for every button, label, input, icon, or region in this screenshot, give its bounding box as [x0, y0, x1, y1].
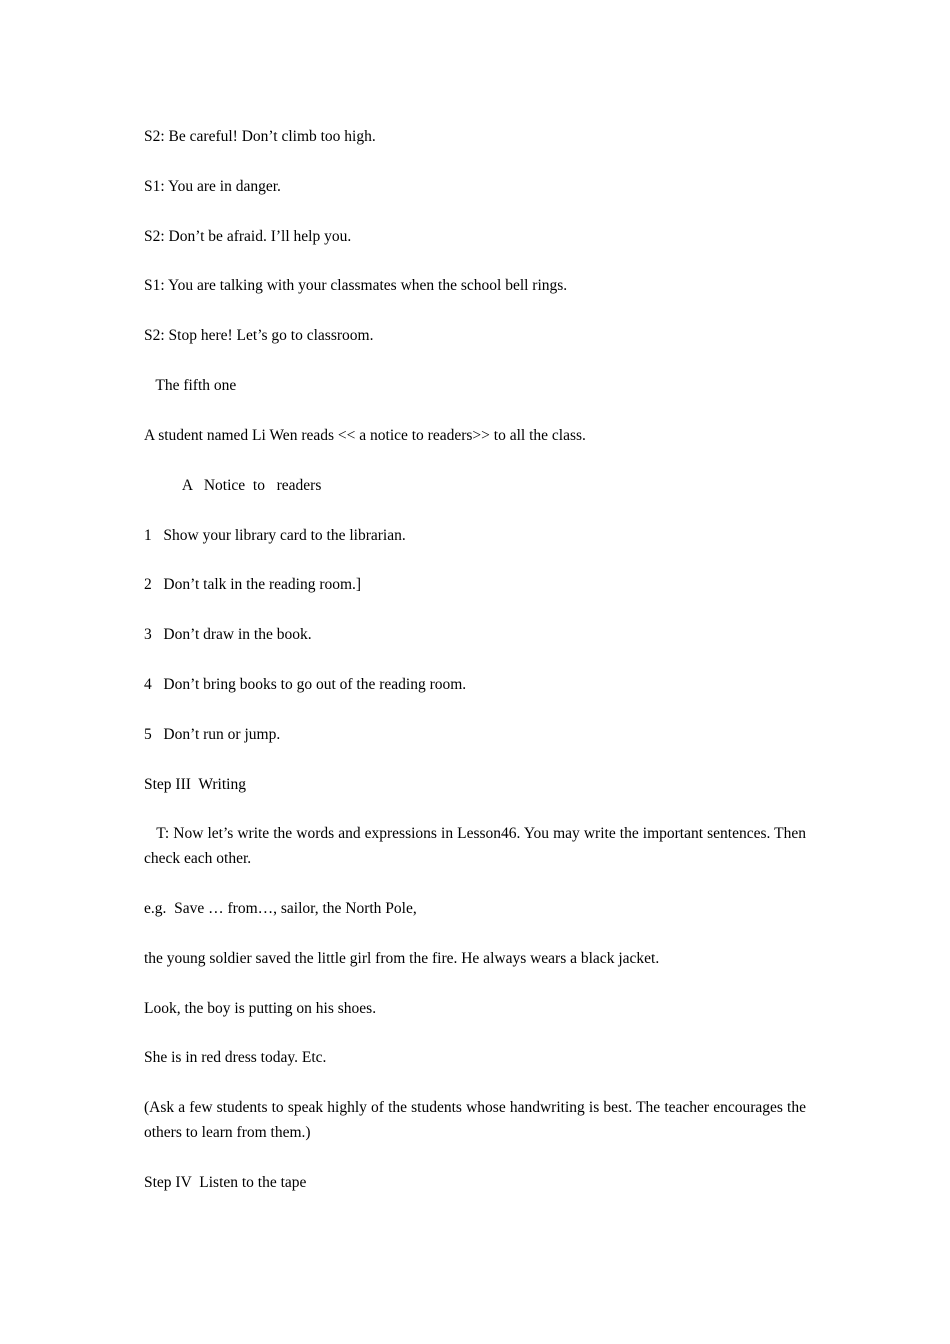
dialogue-line-s2-stop: S2: Stop here! Let’s go to classroom.	[144, 327, 374, 344]
example-words: e.g. Save … from…, sailor, the North Pole,	[144, 900, 417, 917]
notice-title: A Notice to readers	[144, 477, 322, 494]
notice-rule-5: 5 Don’t run or jump.	[144, 726, 281, 743]
notice-intro: A student named Li Wen reads << a notice to readers>> to all the class.	[144, 427, 586, 444]
example-sentence-3: She is in red dress today. Etc.	[144, 1049, 327, 1066]
notice-rule-3: 3 Don’t draw in the book.	[144, 626, 312, 643]
step-3-heading: Step III Writing	[144, 776, 246, 793]
dialogue-line-s2-afraid: S2: Don’t be afraid. I’ll help you.	[144, 228, 352, 245]
step-4-heading: Step IV Listen to the tape	[144, 1174, 307, 1191]
dialogue-line-s1-danger: S1: You are in danger.	[144, 178, 281, 195]
notice-rule-1: 1 Show your library card to the librarian.	[144, 527, 406, 544]
notice-rule-4: 4 Don’t bring books to go out of the reading room.	[144, 676, 467, 693]
writing-instruction: T: Now let’s write the words and expressions in Lesson46. You may write the important sentences. Then check each other.	[144, 825, 810, 867]
notice-rule-2: 2 Don’t talk in the reading room.]	[144, 576, 362, 593]
dialogue-line-s1-bell: S1: You are talking with your classmates when the school bell rings.	[144, 277, 568, 294]
dialogue-line-s2-careful: S2: Be careful! Don’t climb too high.	[144, 128, 376, 145]
example-sentence-1: the young soldier saved the little girl from the fire. He always wears a black jacket.	[144, 950, 660, 967]
example-sentence-2: Look, the boy is putting on his shoes.	[144, 1000, 377, 1017]
section-fifth-one: The fifth one	[144, 377, 237, 394]
teacher-note: (Ask a few students to speak highly of the students whose handwriting is best. The teacher encourages the others to learn from them.)	[144, 1099, 806, 1141]
